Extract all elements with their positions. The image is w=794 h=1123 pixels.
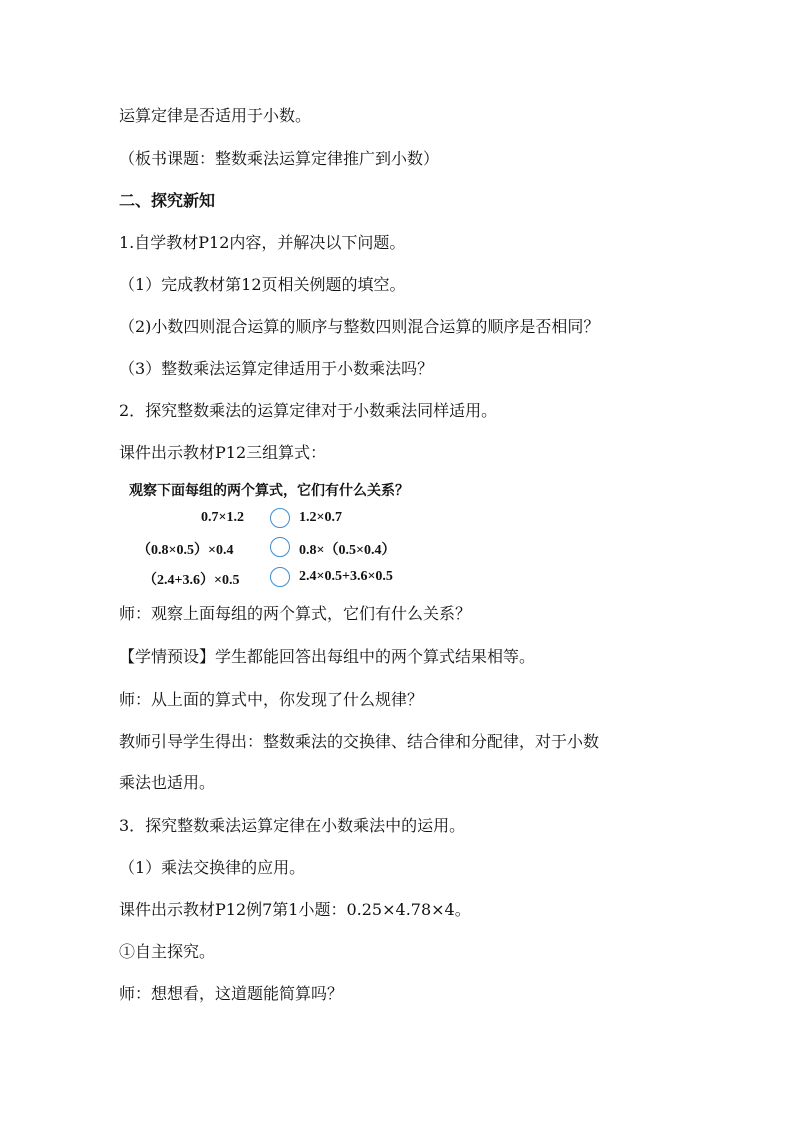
paragraph: 运算定律是否适用于小数。 [119,106,312,125]
expression-left: （0.8×0.5）×0.4 [137,543,234,558]
equation-figure [119,476,519,594]
paragraph: 【学情预设】学生都能回答出每组中的两个算式结果相等。 [119,647,536,666]
paragraph: 师：想想看，这道题能简算吗？ [119,984,344,1003]
expression-left: 0.7×1.2 [201,510,244,525]
paragraph: 师：观察上面每组的两个算式，它们有什么关系？ [119,604,472,623]
expression-right: 1.2×0.7 [299,510,342,525]
paragraph: 师：从上面的算式中，你发现了什么规律？ [119,690,424,709]
paragraph: 3．探究整数乘法运算定律在小数乘法中的运用。 [119,816,466,835]
paragraph: 1.自学教材P12内容，并解决以下问题。 [119,233,406,252]
answer-circle[interactable] [270,537,290,557]
paragraph: 2．探究整数乘法的运算定律对于小数乘法同样适用。 [119,401,498,420]
paragraph: 课件出示教材P12例7第1小题：0.25×4.78×4。 [119,900,471,919]
paragraph: （1）完成教材第12页相关例题的填空。 [119,275,406,294]
paragraph: 课件出示教材P12三组算式： [119,443,327,462]
paragraph: ①自主探究。 [119,942,216,961]
figure-title: 观察下面每组的两个算式，它们有什么关系？ [129,483,409,499]
paragraph: （3）整数乘法运算定律适用于小数乘法吗？ [119,359,434,378]
paragraph: 乘法也适用。 [119,773,216,792]
answer-circle[interactable] [270,567,290,587]
section-heading: 二、探究新知 [119,191,216,210]
expression-right: 0.8×（0.5×0.4） [299,543,396,558]
paragraph: （1）乘法交换律的应用。 [119,858,306,877]
paragraph: （板书课题：整数乘法运算定律推广到小数） [119,149,440,168]
paragraph: （2)小数四则混合运算的顺序与整数四则混合运算的顺序是否相同？ [119,317,600,336]
answer-circle[interactable] [270,508,290,528]
expression-right: 2.4×0.5+3.6×0.5 [299,569,393,584]
expression-left: （2.4+3.6）×0.5 [143,573,240,588]
paragraph: 教师引导学生得出：整数乘法的交换律、结合律和分配律，对于小数 [119,732,600,751]
